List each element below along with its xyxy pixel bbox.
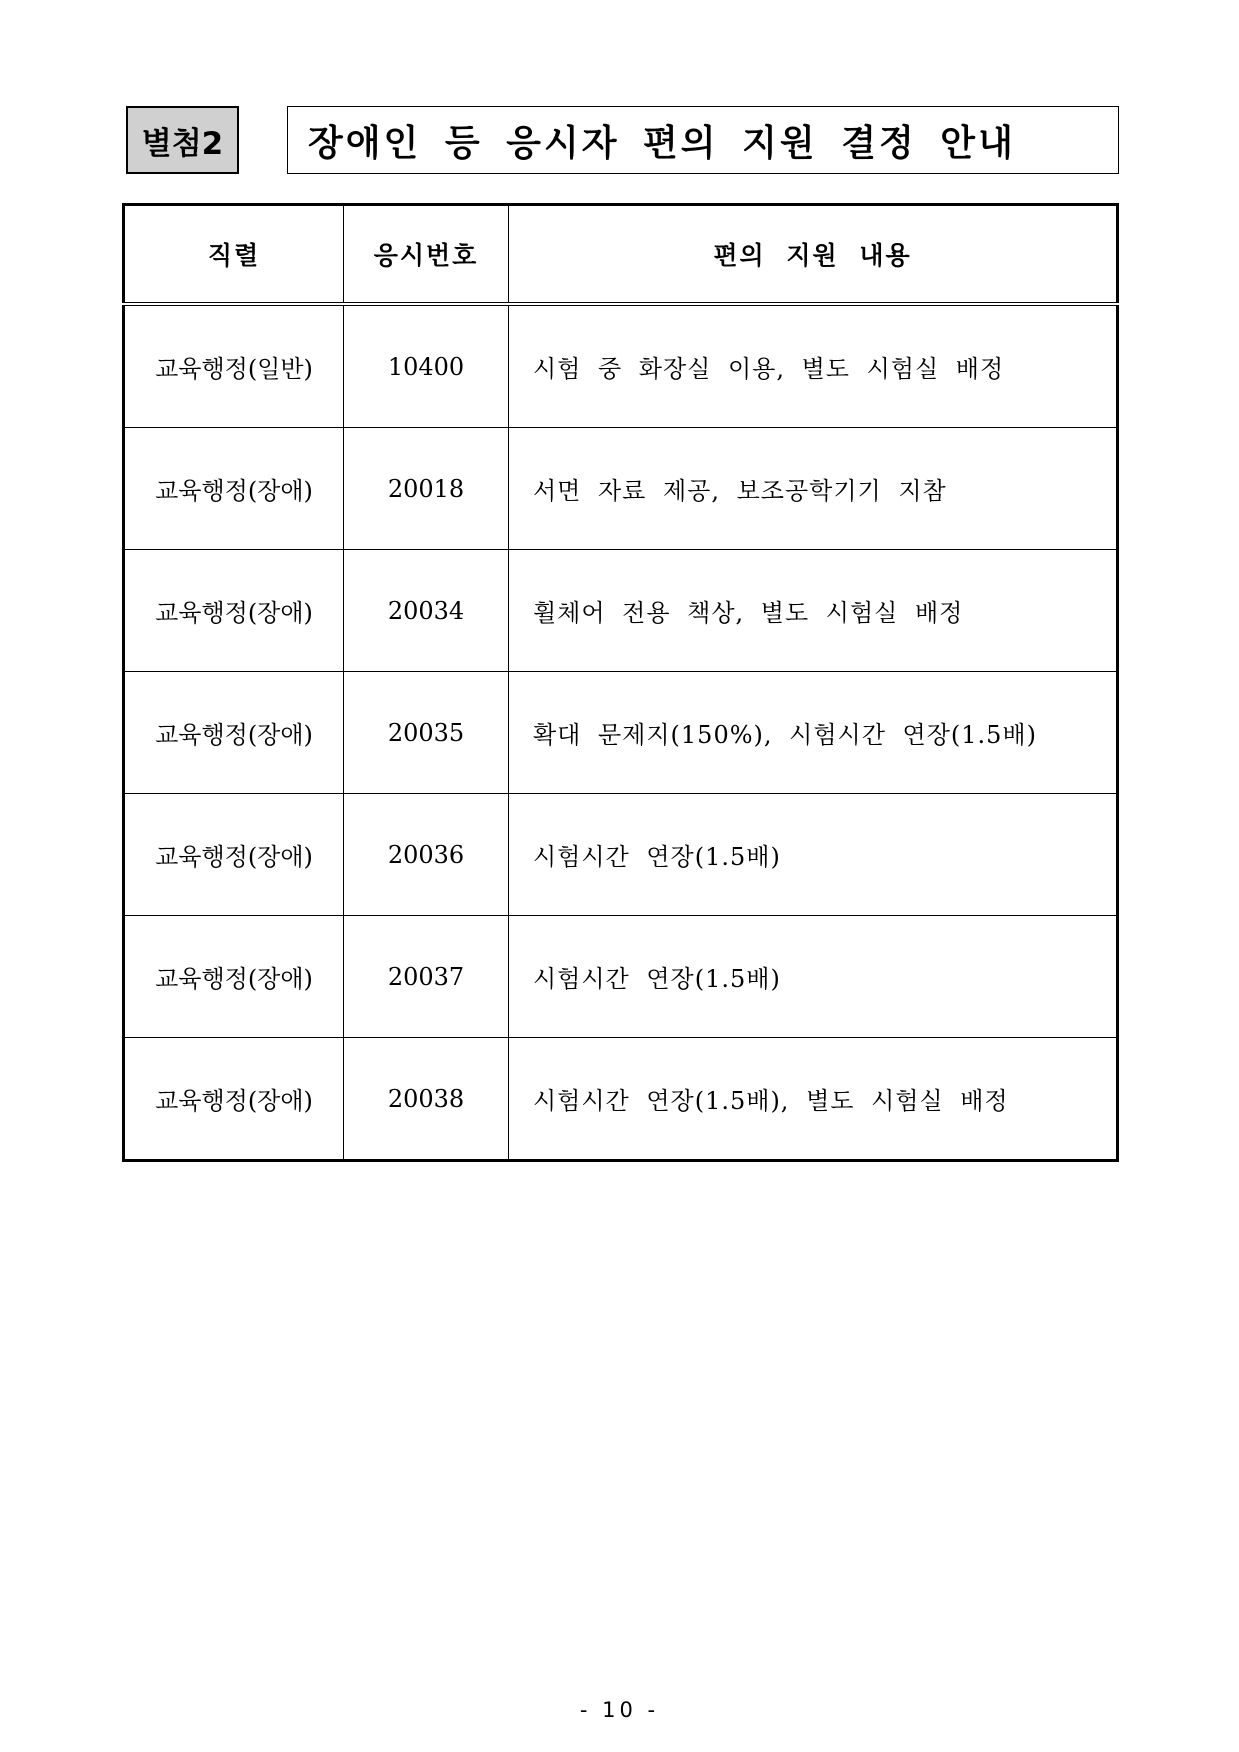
table-row <box>124 794 1118 916</box>
support-content-cell: 시험 중 화장실 이용, 별도 시험실 배정 <box>509 304 1118 428</box>
exam-number-cell: 20038 <box>344 1038 509 1161</box>
support-content-cell: 시험시간 연장(1.5배), 별도 시험실 배정 <box>509 1038 1118 1161</box>
series-cell: 교육행정(일반) <box>124 304 344 428</box>
series-cell: 교육행정(장애) <box>124 794 344 916</box>
exam-number-cell: 20036 <box>344 794 509 916</box>
exam-number-cell: 20035 <box>344 672 509 794</box>
series-cell: 교육행정(장애) <box>124 1038 344 1161</box>
table-row <box>124 304 1118 428</box>
table-header-row <box>124 205 1118 305</box>
column-header-number: 응시번호 <box>344 205 509 305</box>
table-row <box>124 672 1118 794</box>
table-row <box>124 550 1118 672</box>
support-content-cell: 시험시간 연장(1.5배) <box>509 916 1118 1038</box>
accommodation-table <box>122 203 1119 1162</box>
support-content-cell: 확대 문제지(150%), 시험시간 연장(1.5배) <box>509 672 1118 794</box>
exam-number-cell: 20018 <box>344 428 509 550</box>
support-content-cell: 시험시간 연장(1.5배) <box>509 794 1118 916</box>
support-content-cell: 휠체어 전용 책상, 별도 시험실 배정 <box>509 550 1118 672</box>
exam-number-cell: 10400 <box>344 304 509 428</box>
support-content-cell: 서면 자료 제공, 보조공학기기 지참 <box>509 428 1118 550</box>
series-cell: 교육행정(장애) <box>124 428 344 550</box>
column-header-series: 직렬 <box>124 205 344 305</box>
table-row <box>124 916 1118 1038</box>
attachment-tag: 별첨2 <box>126 106 239 174</box>
exam-number-cell: 20037 <box>344 916 509 1038</box>
document-title: 장애인 등 응시자 편의 지원 결정 안내 <box>287 106 1119 174</box>
exam-number-cell: 20034 <box>344 550 509 672</box>
column-header-support: 편의 지원 내용 <box>509 205 1118 305</box>
page-number: - 10 - <box>579 1698 660 1722</box>
table-row <box>124 1038 1118 1161</box>
table-row <box>124 428 1118 550</box>
series-cell: 교육행정(장애) <box>124 550 344 672</box>
series-cell: 교육행정(장애) <box>124 672 344 794</box>
series-cell: 교육행정(장애) <box>124 916 344 1038</box>
